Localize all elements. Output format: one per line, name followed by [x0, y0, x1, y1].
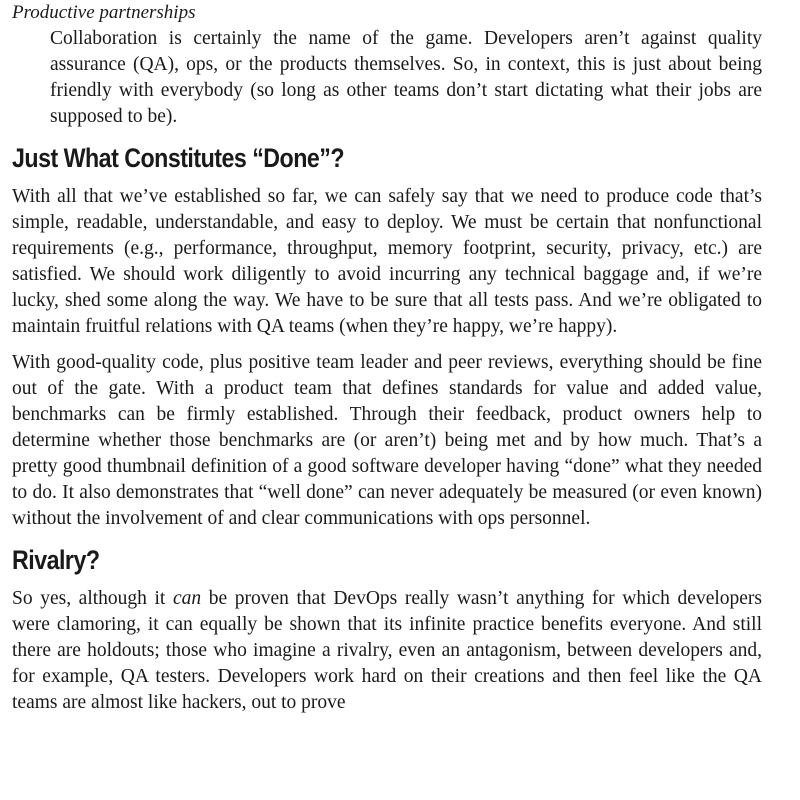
book-page	[12, 0, 762, 726]
section-heading-done: Just What Constitutes “Done”?	[12, 143, 345, 173]
rivalry-paragraph	[12, 586, 762, 716]
rivalry-text-start: So yes, although it	[12, 588, 173, 609]
section-heading-rivalry: Rivalry?	[12, 545, 100, 575]
done-paragraph-2: With good-quality code, plus positive team leader and peer reviews, everything should be fine out of the gate. With a product team that defines standards for value and added value, benchmarks can be firmly established. Through their feedback, product owners help to determine whether those benchmarks are (or aren’t) being met and by how much. That’s a pretty good thumbnail definition of a good software developer having “done” what they needed to do. It also demonstrates that “well done” can never adequately be measured (or even known) without the involvement of and clear communications with ops personnel.	[12, 352, 762, 529]
rivalry-emphasis: can	[172, 588, 202, 609]
done-paragraph-1: With all that we’ve established so far, we can safely say that we need to produce code that’s simple, readable, understandable, and easy to deploy. We must be certain that nonfunctional requirements (e.g., performance, throughput, memory footprint, security, privacy, etc.) are satisfied. We should work diligently to avoid incurring any technical baggage and, if we’re lucky, shed some along the way. We have to be sure that all tests pass. And we’re obligated to maintain fruitful relations with QA teams (when they’re happy, we’re happy).	[12, 186, 762, 337]
definition-body: Collaboration is certainly the name of the game. Developers aren’t against quality assurance (QA), ops, or the products themselves. So, in context, this is just about being friendly with everybody (so long as other teams don’t start dictating what their jobs are supposed to be).	[50, 28, 762, 127]
definition-term: Productive partnerships	[12, 2, 196, 23]
rivalry-text-end: be proven that DevOps really wasn’t anything for which developers were clamoring, it can equally be shown that its infinite practice benefits everyone. And still there are holdouts; those who imagine a rivalry, even an antagonism, between developers and, for example, QA testers. Developers work hard on their creations and then feel like the QA teams are almost like hackers, out to prove	[12, 588, 762, 713]
